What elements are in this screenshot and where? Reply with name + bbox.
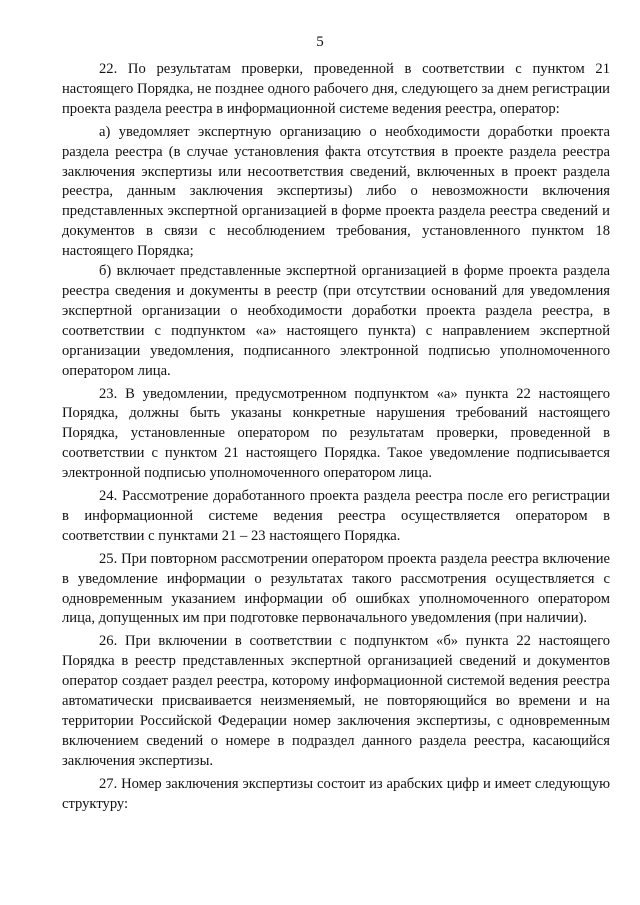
paragraph-26: 26. При включении в соответствии с подпунктом «б» пункта 22 настоящего Порядка в реестр представленных экспертной организацией сведений и документов оператор создает раздел реестра, которому информационной системой ведения реестра автоматически присваивается неизменяемый, не повторяющийся во времени и на территории Российской Федерации номер заключения экспертизы, с одновременным включением сведений о номере в подраздел данного раздела реестра, касающийся заключения экспертизы. [62,633,610,769]
paragraph-22-b: б) включает представленные экспертной организацией в форме проекта раздела реестра сведения и документы в реестр (при отсутствии оснований для уведомления экспертной организации о необходимости доработки проекта раздела реестра, в соответствии с подпунктом «а» настоящего пункта) с направлением экспертной организации уведомления, подписанного электронной подписью уполномоченного оператором лица. [62,263,610,379]
paragraph-22: 22. По результатам проверки, проведенной в соответствии с пунктом 21 настоящего Порядка, не позднее одного рабочего дня, следующего за днем регистрации проекта раздела реестра в информационной системе ведения реестра, оператор: [62,61,610,117]
document-body [62,60,610,818]
paragraph-24: 24. Рассмотрение доработанного проекта раздела реестра после его регистрации в информационной системе ведения реестра осуществляется оператором в соответствии с пунктами 21 – 23 настоящего Порядка. [62,488,610,544]
page-number: 5 [316,34,324,50]
paragraph-22-a: а) уведомляет экспертную организацию о необходимости доработки проекта раздела реестра (в случае установления факта отсутствия в проекте раздела реестра заключения экспертизы или несоответствия сведений, включенных в проект раздела реестра, данным заключения экспертизы) либо о невозможности включения представленных экспертной организацией в форме проекта раздела реестра сведений и документов в связи с несоблюдением требования, установленного пунктом 18 настоящего Порядка; [62,123,610,260]
paragraph-23: 23. В уведомлении, предусмотренном подпунктом «а» пункта 22 настоящего Порядка, должны быть указаны конкретные нарушения требований настоящего Порядка, установленные оператором по результатам проверки, проведенной в соответствии с пунктом 21 настоящего Порядка. Такое уведомление подписывается электронной подписью уполномоченного оператором лица. [62,385,610,482]
paragraph-27: 27. Номер заключения экспертизы состоит из арабских цифр и имеет следующую структуру: [62,775,610,812]
paragraph-25: 25. При повторном рассмотрении оператором проекта раздела реестра включение в уведомление информации о результатах такого рассмотрения осуществляется с одновременным указанием информации об ошибках уполномоченного оператором лица, допущенных им при подготовке первоначального уведомления (при наличии). [62,550,610,627]
